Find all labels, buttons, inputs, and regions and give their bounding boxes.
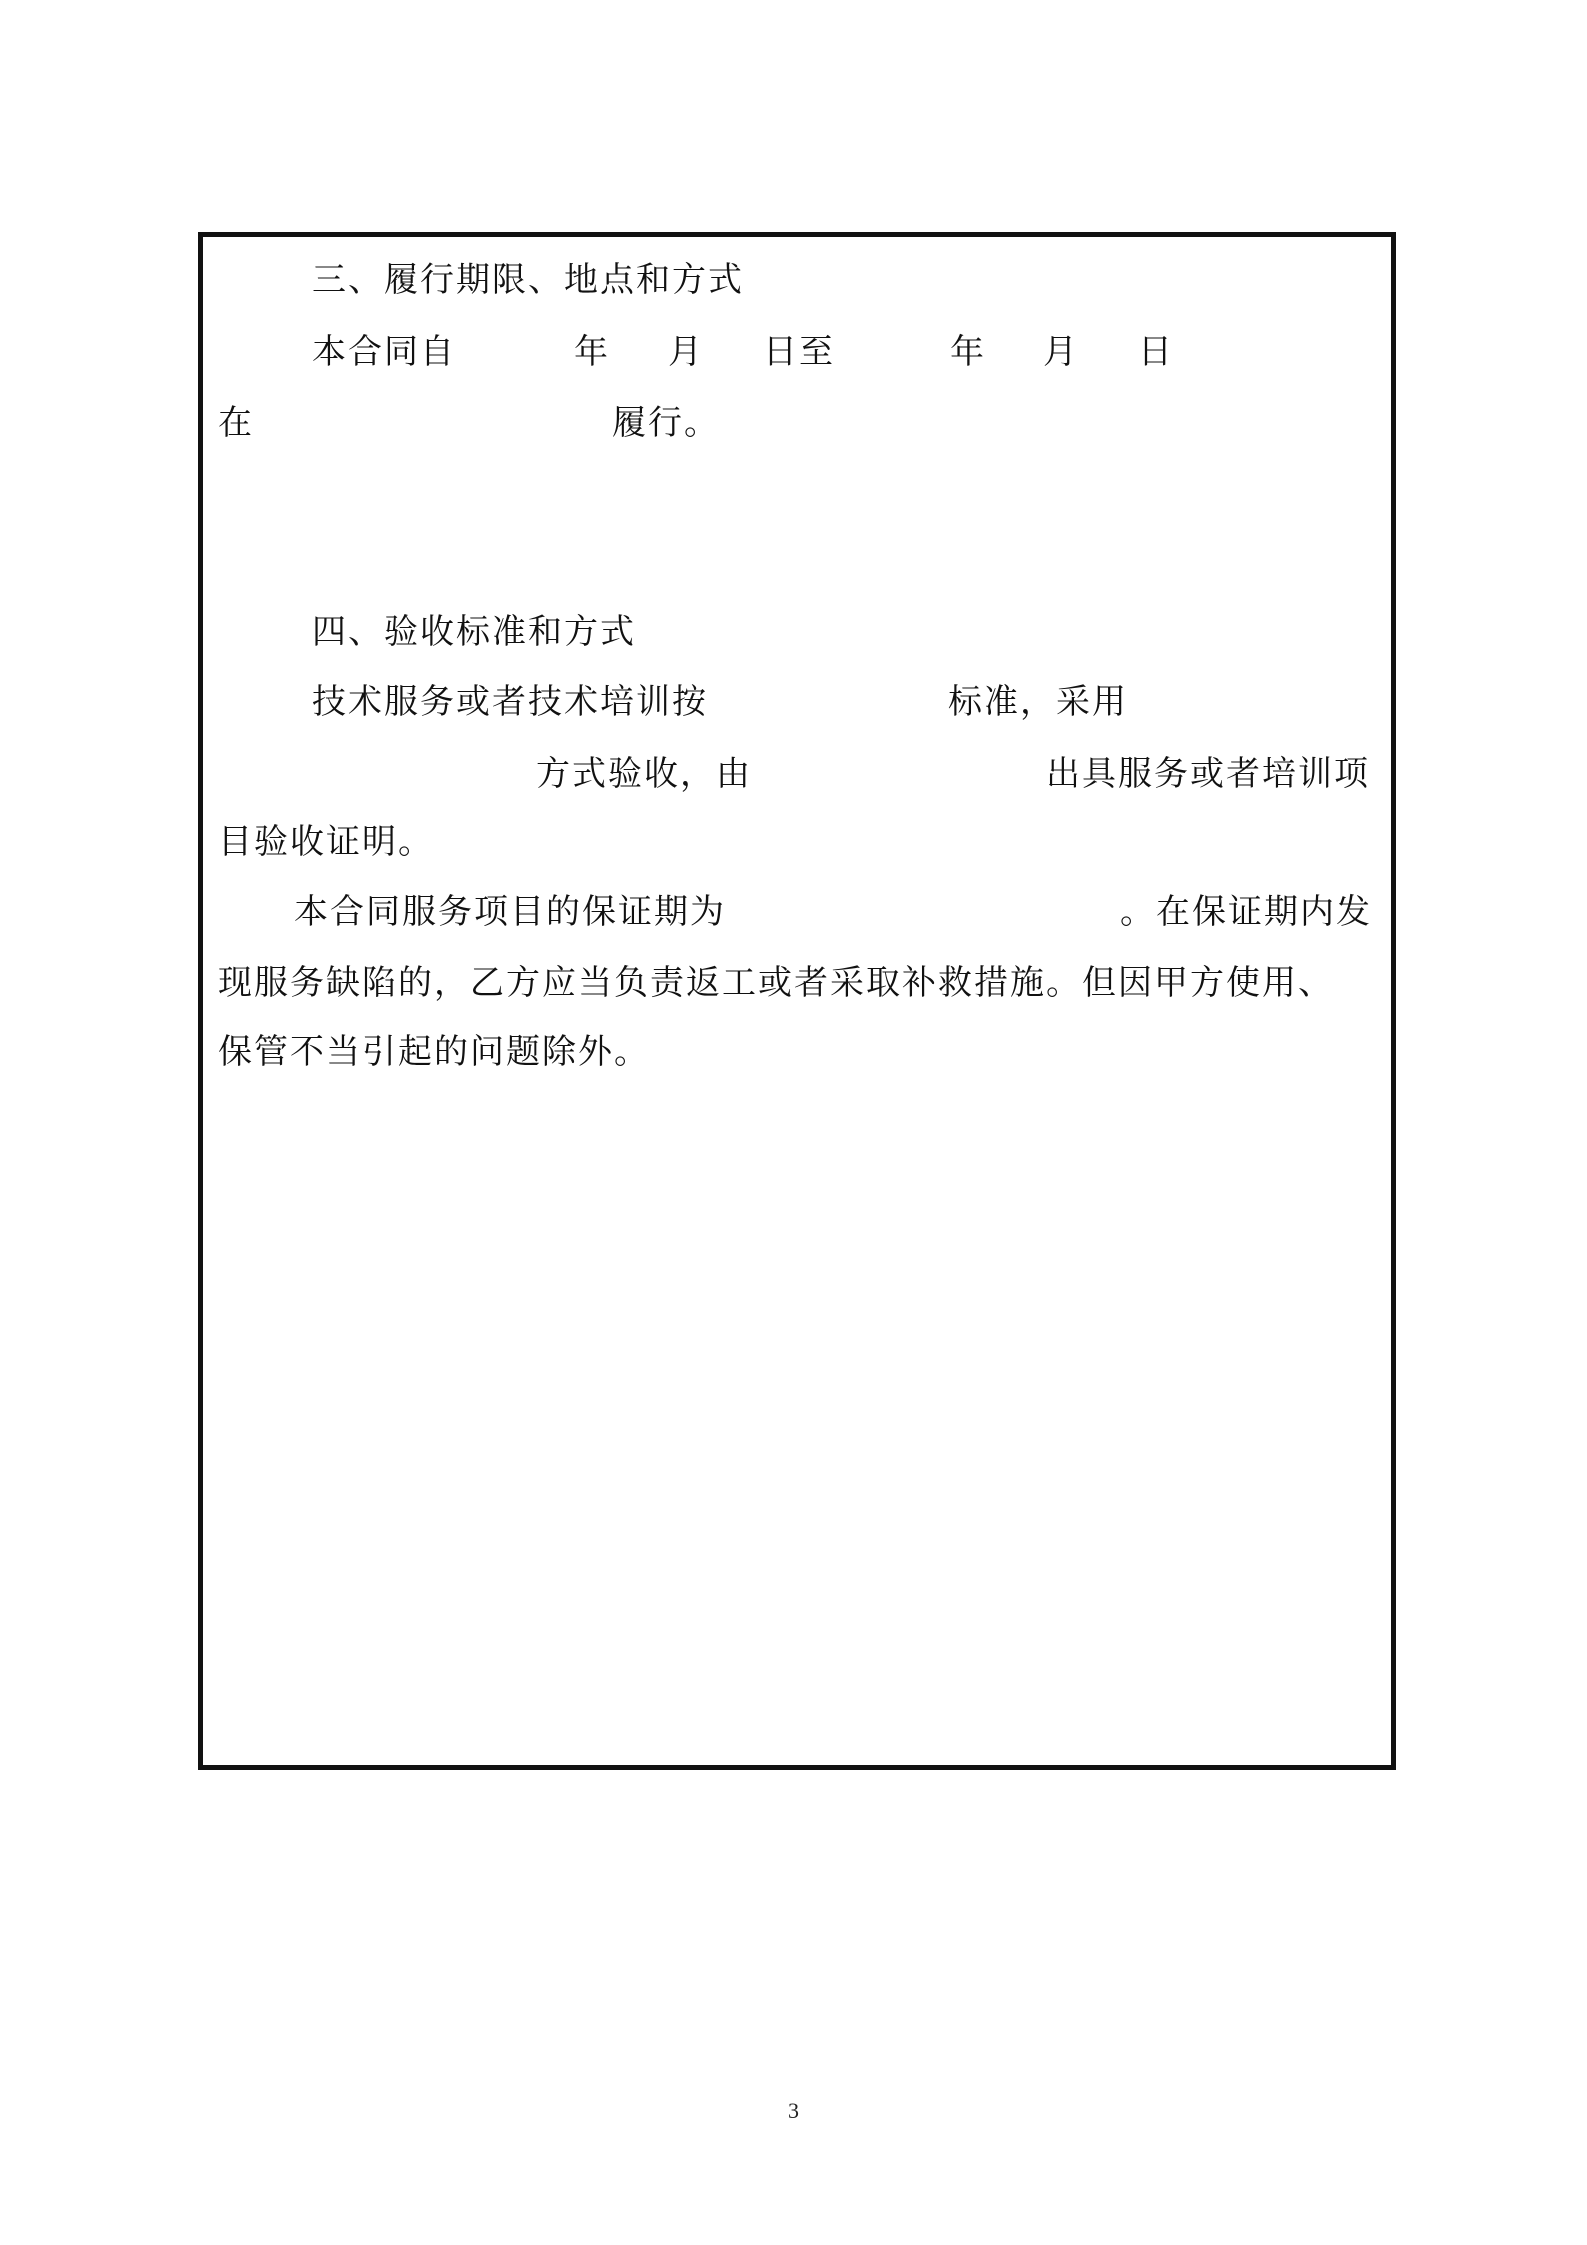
section4-standard-prefix: 技术服务或者技术培训按 — [312, 682, 708, 722]
section4-standard-suffix: 标准，采用 — [948, 682, 1128, 722]
section3-date-prefix: 本合同自 — [312, 332, 456, 372]
section3-end-year-label: 年 — [950, 332, 986, 372]
warranty-period-suffix: 。在保证期内发 — [1120, 892, 1372, 932]
section3-start-month-label: 月 — [668, 332, 704, 372]
section3-location-suffix: 履行。 — [612, 403, 720, 443]
section3-heading: 三、履行期限、地点和方式 — [312, 260, 744, 300]
section3-location-prefix: 在 — [218, 403, 254, 443]
section4-heading: 四、验收标准和方式 — [312, 612, 636, 652]
warranty-exclusion-clause: 保管不当引起的问题除外。 — [218, 1032, 650, 1072]
section3-start-day-to-label: 日至 — [763, 332, 835, 372]
section3-end-day-label: 日 — [1138, 332, 1174, 372]
warranty-defect-clause: 现服务缺陷的，乙方应当负责返工或者采取补救措施。但因甲方使用、 — [218, 963, 1334, 1003]
section3-end-month-label: 月 — [1043, 332, 1079, 372]
section4-acceptance-certificate: 目验收证明。 — [218, 822, 434, 862]
page-number: 3 — [788, 2098, 799, 2123]
warranty-period-prefix: 本合同服务项目的保证期为 — [294, 892, 726, 932]
section4-method-text: 方式验收，由 — [536, 754, 752, 794]
section4-issuer-text: 出具服务或者培训项 — [1046, 754, 1370, 794]
section3-start-year-label: 年 — [574, 332, 610, 372]
